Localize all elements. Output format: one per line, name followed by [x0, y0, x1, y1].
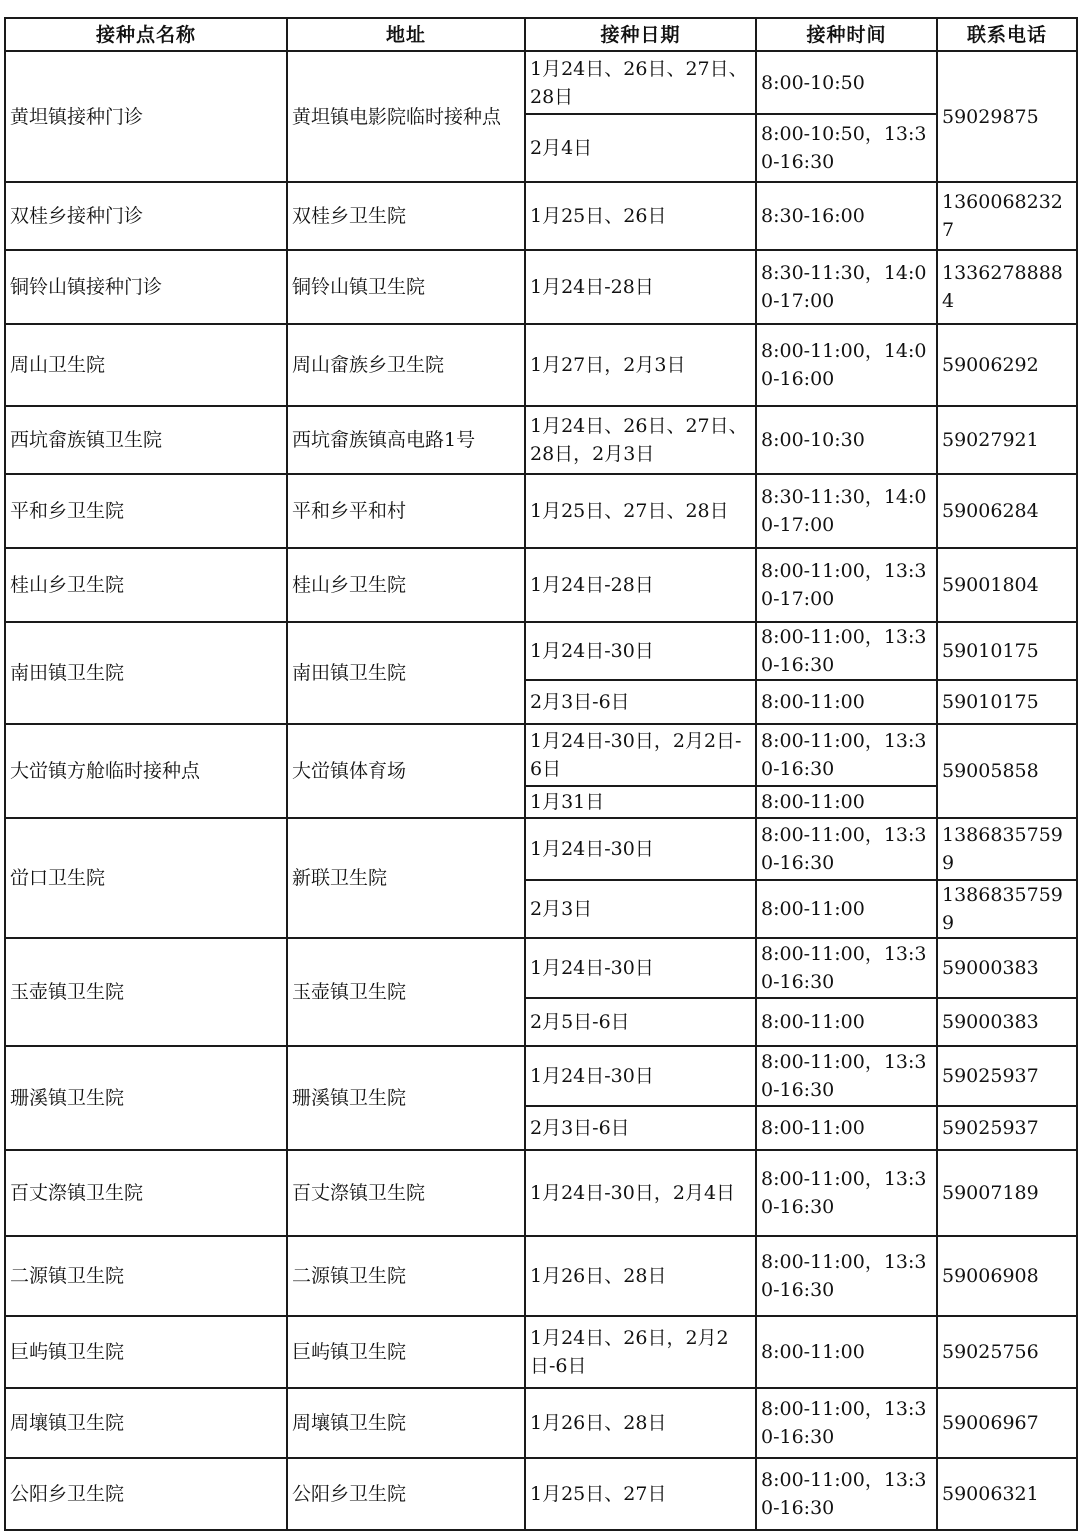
table-row — [5, 724, 1077, 786]
date-cell: 1月27日，2月3日 — [525, 324, 756, 406]
site-name-cell: 巨屿镇卫生院 — [5, 1316, 287, 1388]
date-cell: 1月26日、28日 — [525, 1388, 756, 1458]
date-cell: 1月24日、26日、27日、28日 — [525, 51, 756, 114]
time-cell: 8:00-10:50 — [756, 51, 937, 114]
time-cell: 8:00-11:00，13:30-17:00 — [756, 548, 937, 622]
table-row — [5, 622, 1077, 680]
time-cell: 8:00-11:00 — [756, 680, 937, 724]
phone-cell: 59025937 — [937, 1106, 1077, 1150]
header-time: 接种时间 — [756, 18, 937, 51]
time-cell: 8:30-11:30，14:00-17:00 — [756, 474, 937, 548]
table-row — [5, 51, 1077, 114]
time-cell: 8:00-11:00 — [756, 998, 937, 1046]
address-cell: 铜铃山镇卫生院 — [287, 250, 525, 324]
address-cell: 百丈漈镇卫生院 — [287, 1150, 525, 1236]
date-cell: 1月24日-30日，2月2日-6日 — [525, 724, 756, 786]
time-cell: 8:00-11:00，13:30-16:30 — [756, 1236, 937, 1316]
address-cell: 新联卫生院 — [287, 818, 525, 938]
phone-cell: 59007189 — [937, 1150, 1077, 1236]
table-row — [5, 548, 1077, 622]
address-cell: 桂山乡卫生院 — [287, 548, 525, 622]
time-cell: 8:00-11:00 — [756, 880, 937, 938]
phone-cell: 59000383 — [937, 938, 1077, 998]
time-cell: 8:00-11:00 — [756, 786, 937, 818]
date-cell: 2月3日 — [525, 880, 756, 938]
time-cell: 8:00-10:50，13:30-16:30 — [756, 114, 937, 182]
time-cell: 8:00-11:00，13:30-16:30 — [756, 1388, 937, 1458]
header-address: 地址 — [287, 18, 525, 51]
header-name: 接种点名称 — [5, 18, 287, 51]
date-cell: 2月3日-6日 — [525, 680, 756, 724]
time-cell: 8:00-11:00 — [756, 1316, 937, 1388]
time-cell: 8:00-10:30 — [756, 406, 937, 474]
time-cell: 8:30-11:30，14:00-17:00 — [756, 250, 937, 324]
table-row — [5, 1046, 1077, 1106]
phone-cell: 13868357599 — [937, 880, 1077, 938]
header-date: 接种日期 — [525, 18, 756, 51]
address-cell: 双桂乡卫生院 — [287, 182, 525, 250]
date-cell: 1月24日-30日，2月4日 — [525, 1150, 756, 1236]
phone-cell: 59006292 — [937, 324, 1077, 406]
table-row — [5, 818, 1077, 880]
phone-cell: 59010175 — [937, 622, 1077, 680]
time-cell: 8:00-11:00，14:00-16:00 — [756, 324, 937, 406]
date-cell: 1月24日-30日 — [525, 818, 756, 880]
site-name-cell: 周壤镇卫生院 — [5, 1388, 287, 1458]
time-cell: 8:00-11:00，13:30-16:30 — [756, 724, 937, 786]
table-row — [5, 324, 1077, 406]
site-name-cell: 西坑畲族镇卫生院 — [5, 406, 287, 474]
table-row — [5, 250, 1077, 324]
time-cell: 8:00-11:00，13:30-16:30 — [756, 1458, 937, 1530]
phone-cell: 59025756 — [937, 1316, 1077, 1388]
phone-cell: 13868357599 — [937, 818, 1077, 880]
time-cell: 8:00-11:00 — [756, 1106, 937, 1150]
site-name-cell: 铜铃山镇接种门诊 — [5, 250, 287, 324]
date-cell: 2月4日 — [525, 114, 756, 182]
phone-cell: 59027921 — [937, 406, 1077, 474]
site-name-cell: 南田镇卫生院 — [5, 622, 287, 724]
address-cell: 公阳乡卫生院 — [287, 1458, 525, 1530]
date-cell: 1月24日、26日，2月2日-6日 — [525, 1316, 756, 1388]
date-cell: 1月24日-28日 — [525, 250, 756, 324]
site-name-cell: 公阳乡卫生院 — [5, 1458, 287, 1530]
phone-cell: 59025937 — [937, 1046, 1077, 1106]
date-cell: 1月31日 — [525, 786, 756, 818]
time-cell: 8:00-11:00，13:30-16:30 — [756, 938, 937, 998]
address-cell: 珊溪镇卫生院 — [287, 1046, 525, 1150]
phone-cell: 59000383 — [937, 998, 1077, 1046]
phone-cell: 59006967 — [937, 1388, 1077, 1458]
table-row — [5, 1388, 1077, 1458]
table-row — [5, 1316, 1077, 1388]
date-cell: 1月25日、27日 — [525, 1458, 756, 1530]
address-cell: 南田镇卫生院 — [287, 622, 525, 724]
site-name-cell: 百丈漈镇卫生院 — [5, 1150, 287, 1236]
time-cell: 8:00-11:00，13:30-16:30 — [756, 622, 937, 680]
address-cell: 巨屿镇卫生院 — [287, 1316, 525, 1388]
time-cell: 8:00-11:00，13:30-16:30 — [756, 818, 937, 880]
phone-cell: 13362788884 — [937, 250, 1077, 324]
site-name-cell: 黄坦镇接种门诊 — [5, 51, 287, 182]
site-name-cell: 峃口卫生院 — [5, 818, 287, 938]
address-cell: 大峃镇体育场 — [287, 724, 525, 818]
table-row — [5, 1458, 1077, 1530]
time-cell: 8:30-16:00 — [756, 182, 937, 250]
date-cell: 1月26日、28日 — [525, 1236, 756, 1316]
table-body — [5, 51, 1077, 1530]
table-row — [5, 938, 1077, 998]
date-cell: 1月24日、26日、27日、28日，2月3日 — [525, 406, 756, 474]
phone-cell: 59005858 — [937, 724, 1077, 818]
site-name-cell: 大峃镇方舱临时接种点 — [5, 724, 287, 818]
phone-cell: 59029875 — [937, 51, 1077, 182]
date-cell: 1月24日-30日 — [525, 622, 756, 680]
site-name-cell: 玉壶镇卫生院 — [5, 938, 287, 1046]
address-cell: 黄坦镇电影院临时接种点 — [287, 51, 525, 182]
date-cell: 1月24日-30日 — [525, 1046, 756, 1106]
phone-cell: 59010175 — [937, 680, 1077, 724]
address-cell: 周山畲族乡卫生院 — [287, 324, 525, 406]
site-name-cell: 珊溪镇卫生院 — [5, 1046, 287, 1150]
time-cell: 8:00-11:00，13:30-16:30 — [756, 1046, 937, 1106]
vaccination-schedule-table — [4, 17, 1078, 1531]
table-row — [5, 406, 1077, 474]
phone-cell: 59006284 — [937, 474, 1077, 548]
date-cell: 1月24日-28日 — [525, 548, 756, 622]
header-phone: 联系电话 — [937, 18, 1077, 51]
address-cell: 平和乡平和村 — [287, 474, 525, 548]
phone-cell: 59001804 — [937, 548, 1077, 622]
table-row — [5, 1150, 1077, 1236]
table-row — [5, 1236, 1077, 1316]
phone-cell: 59006908 — [937, 1236, 1077, 1316]
header-row — [5, 18, 1077, 51]
site-name-cell: 周山卫生院 — [5, 324, 287, 406]
address-cell: 玉壶镇卫生院 — [287, 938, 525, 1046]
address-cell: 二源镇卫生院 — [287, 1236, 525, 1316]
site-name-cell: 平和乡卫生院 — [5, 474, 287, 548]
phone-cell: 13600682327 — [937, 182, 1077, 250]
phone-cell: 59006321 — [937, 1458, 1077, 1530]
table-row — [5, 182, 1077, 250]
address-cell: 周壤镇卫生院 — [287, 1388, 525, 1458]
site-name-cell: 桂山乡卫生院 — [5, 548, 287, 622]
site-name-cell: 二源镇卫生院 — [5, 1236, 287, 1316]
time-cell: 8:00-11:00，13:30-16:30 — [756, 1150, 937, 1236]
date-cell: 2月5日-6日 — [525, 998, 756, 1046]
date-cell: 1月25日、26日 — [525, 182, 756, 250]
date-cell: 2月3日-6日 — [525, 1106, 756, 1150]
address-cell: 西坑畲族镇高电路1号 — [287, 406, 525, 474]
site-name-cell: 双桂乡接种门诊 — [5, 182, 287, 250]
date-cell: 1月24日-30日 — [525, 938, 756, 998]
table-row — [5, 474, 1077, 548]
date-cell: 1月25日、27日、28日 — [525, 474, 756, 548]
